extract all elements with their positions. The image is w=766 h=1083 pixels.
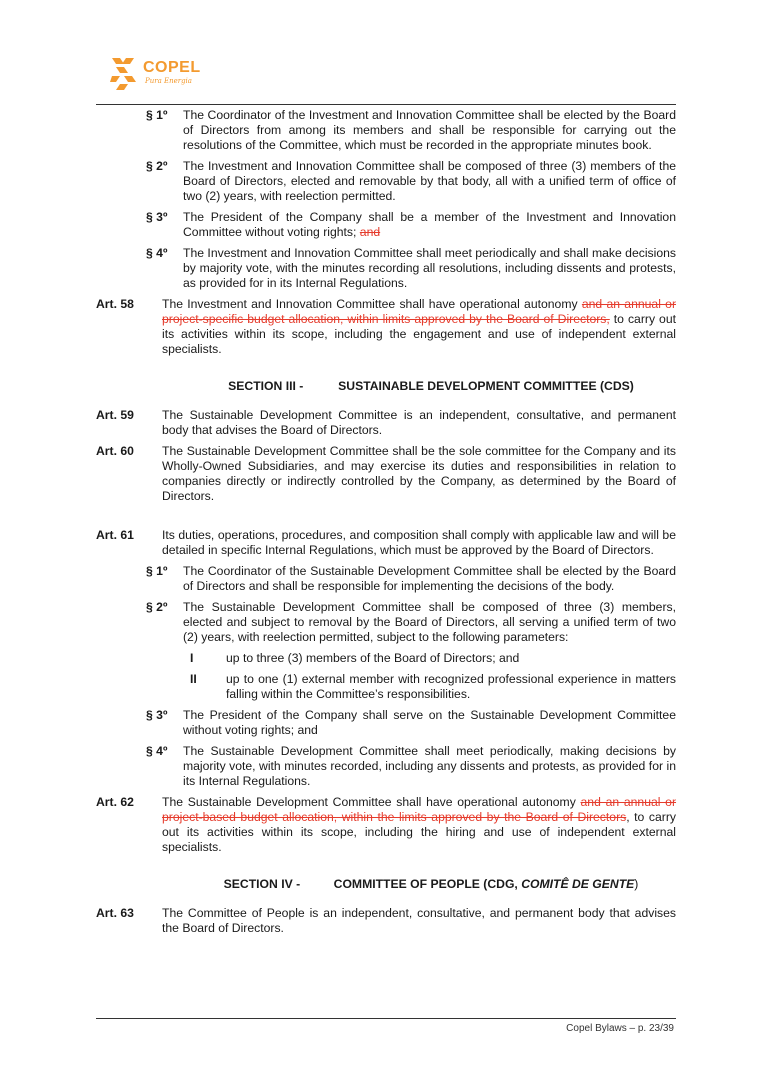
paragraph-1 [146, 108, 676, 153]
section-title-italic: COMITÊ DE GENTE [521, 877, 635, 891]
paragraph-label: § 2º [146, 159, 168, 173]
deleted-text: and an annual or project-based budget allocation, within the limits approved by the Board of Directors [162, 795, 677, 824]
article-text: The Committee of People is an independent, consultative, and permanent body that advises the Board of Directors. [162, 906, 676, 935]
article-label: Art. 62 [96, 795, 134, 809]
deleted-text: and [359, 225, 381, 239]
paragraph-label: § 2º [146, 600, 168, 614]
article-61 [96, 528, 676, 558]
article-text: The Sustainable Development Committee is an independent, consultative, and permanent body that advises the Board of Directors. [162, 408, 676, 437]
text: The Sustainable Development Committee shall have operational autonomy [162, 795, 576, 809]
article-63 [96, 906, 676, 936]
article-label: Art. 58 [96, 297, 134, 311]
header-rule [96, 104, 676, 105]
paragraph-text: The Coordinator of the Sustainable Development Committee shall be elected by the Board of Directors and shall be responsible for implementing the decisions of the body. [183, 564, 676, 593]
deleted-text: and an annual or project-specific budget allocation, within limits approved by the Board of Directors, [162, 297, 677, 326]
paragraph-text: The Sustainable Development Committee shall be composed of three (3) members, elected and subject to removal by the Board of Directors, all serving a unified term of two (2) years, with reelection permitted, subject to the following parameters: [183, 600, 676, 644]
article-text [162, 795, 676, 855]
paragraph-text: The Investment and Innovation Committee shall meet periodically and shall make decisions by majority vote, with the minutes recording all resolutions, including dissents and protests, as provided for in its Internal Regulations. [183, 246, 676, 290]
paragraph-label: § 4º [146, 744, 168, 758]
article-text: Its duties, operations, procedures, and composition shall comply with applicable law and will be detailed in specific Internal Regulations, which must be approved by the Board of Directors. [162, 528, 676, 557]
paragraph-text: The Sustainable Development Committee shall meet periodically, making decisions by majority vote, with minutes recorded, including any dissents and protests, as provided for in its Internal Regulations. [183, 744, 676, 788]
section-3-heading [96, 379, 676, 394]
item-label: II [190, 672, 197, 686]
item-text: up to one (1) external member with recognized professional experience in matters falling within the Committee’s responsibilities. [226, 672, 676, 701]
logo-tagline: Pura Energia [145, 77, 192, 85]
article-61-paragraph-1 [146, 564, 676, 594]
logo-text: COPEL [143, 59, 201, 76]
paragraph-label: § 3º [146, 210, 168, 224]
article-label: Art. 59 [96, 408, 134, 422]
paragraph-2 [146, 159, 676, 204]
article-61-paragraph-3 [146, 708, 676, 738]
page-footer: Copel Bylaws – p. 23/39 [566, 1023, 674, 1034]
text: to carry out its activities within its scope, including the engagement and use of independent external specialists. [162, 312, 676, 356]
article-61-paragraph-4 [146, 744, 676, 789]
article-label: Art. 63 [96, 906, 134, 920]
paragraph-label: § 1º [146, 564, 168, 578]
item-text: up to three (3) members of the Board of Directors; and [226, 651, 520, 665]
section-title: COMMITTEE OF PEOPLE (CDG, [333, 877, 518, 891]
paragraph-text: The President of the Company shall serve on the Sustainable Development Committee without voting rights; and [183, 708, 676, 737]
article-61-paragraph-2 [146, 600, 676, 645]
article-label: Art. 61 [96, 528, 134, 542]
paragraph-label: § 1º [146, 108, 168, 122]
section-4-heading [96, 877, 676, 892]
article-60 [96, 444, 676, 504]
paragraph-label: § 3º [146, 708, 168, 722]
section-title-end: ) [634, 877, 639, 891]
paragraph-label: § 4º [146, 246, 168, 260]
document-body [96, 108, 676, 942]
paragraph-text [183, 210, 676, 240]
section-title: SUSTAINABLE DEVELOPMENT COMMITTEE (CDS) [338, 379, 634, 393]
section-number: SECTION IV - [223, 877, 301, 891]
item-label: I [190, 651, 194, 665]
paragraph-3 [146, 210, 676, 240]
text: The Investment and Innovation Committee shall have operational autonomy [162, 297, 578, 311]
article-text [162, 297, 676, 357]
paragraph-text: The Investment and Innovation Committee shall be composed of three (3) members of the Board of Directors, elected and removable by that body, all with a unified term of office of two (2) years, with reelection permitted. [183, 159, 676, 203]
section-number: SECTION III - [228, 379, 304, 393]
paragraph-4 [146, 246, 676, 291]
item-i [190, 651, 676, 666]
article-62 [96, 795, 676, 855]
article-58 [96, 297, 676, 357]
article-label: Art. 60 [96, 444, 134, 458]
text: , to carry out its activities within its scope, including the hiring and use of independent external specialists. [162, 810, 676, 854]
paragraph-text: The Coordinator of the Investment and Innovation Committee shall be elected by the Board of Directors from among its members and shall be responsible for carrying out the resolutions of the Committee, which must be recorded in the appropriate minutes book. [183, 108, 676, 152]
article-text: The Sustainable Development Committee shall be the sole committee for the Company and its Wholly-Owned Subsidiaries, and may exercise its duties and responsibilities in relation to companies directly or indirectly controlled by the Company, as determined by the Board of Directors. [162, 444, 676, 503]
item-ii [190, 672, 676, 702]
footer-rule [96, 1018, 676, 1019]
text: The President of the Company shall be a member of the Investment and Innovation Committee without voting rights; [183, 210, 676, 239]
article-59 [96, 408, 676, 438]
